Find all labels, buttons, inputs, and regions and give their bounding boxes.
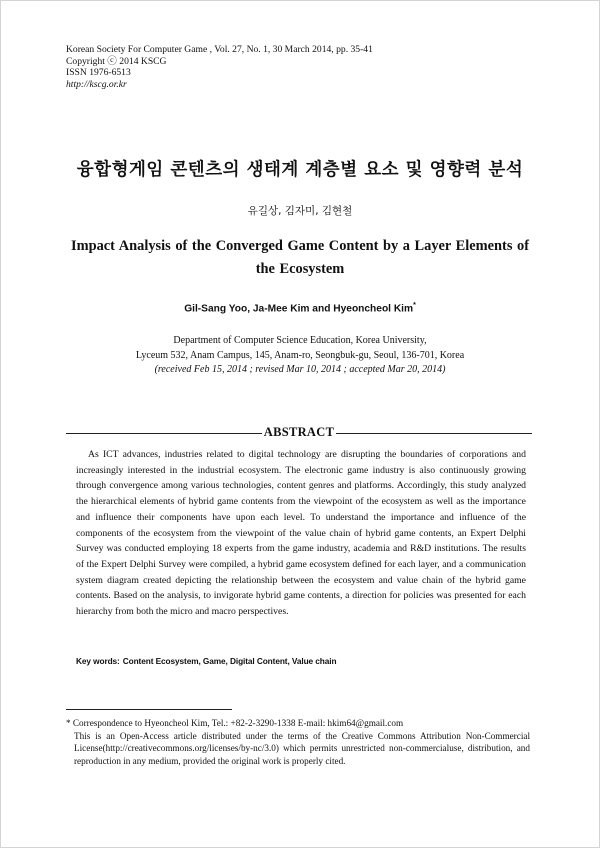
issn-line: ISSN 1976-6513 (66, 67, 131, 79)
abstract-rule-right (336, 433, 532, 434)
journal-citation: Korean Society For Computer Game , Vol. 27, No. 1, 30 March 2014, pp. 35-41 (66, 44, 373, 55)
correspondence-note: * Correspondence to Hyeoncheol Kim, Tel.: +82-2-3290-1338 E-mail: hkim64@gmail.com (66, 718, 404, 728)
keywords-label: Key words: (76, 656, 120, 666)
license-note: This is an Open-Access article distributed under the terms of the Creative Commons Attribution Non-Commercial License(http://creativecommons.org/licenses/by-nc/3.0) which permits unrestricted non-commercialuse, distribution, and reproduction in any medium, provided the original work is properly cited. (74, 730, 530, 766)
affiliation-department: Department of Computer Science Education, Korea University, (173, 335, 427, 346)
english-authors (0, 302, 600, 314)
abstract-text: As ICT advances, industries related to digital technology are disrupting the boundaries of corporations and increasingly interested in the industrial ecosystem. The electronic game industry is also continuously growing through convergence among various technologies, content genres and platforms. Accordingly, this study analyzed the hierarchical elements of hybrid game contents from the viewpoint of the ecosystem as well as the importance and influence their components have upon each level. To understand the importance and influence of the components of the ecosystem from the viewpoint of the value chain of hybrid game contents, an Expert Delphi Survey was conducted employing 18 experts from the game industry, academia and R&D institutions. The results of the Expert Delphi Survey were compiled, a hybrid game ecosystem defined for each layer, and a communication system diagram created depicting the relationship between the ecosystem and value chain of the hybrid game contents. Based on the analysis, to invigorate hybrid game contents, a direction for policies was presented for each hierarchy from both the micro and macro perspectives. (76, 449, 526, 618)
affiliation-block (0, 334, 600, 378)
journal-url-link[interactable]: http://kscg.or.kr (66, 78, 127, 90)
corresponding-author-mark: * (413, 302, 416, 309)
affiliation-address: Lyceum 532, Anam Campus, 145, Anam-ro, Seongbuk-gu, Seoul, 136-701, Korea (135, 349, 465, 361)
footnote (66, 717, 530, 767)
korean-authors: 유길상, 김자미, 김현철 (247, 205, 353, 217)
copyright-line: Copyright ⓒ 2014 KSCG (66, 55, 167, 67)
keywords-value: Content Ecosystem, Game, Digital Content, Value chain (122, 656, 337, 666)
korean-title: 융합형게임 콘텐츠의 생태계 계층별 요소 및 영향력 분석 (76, 160, 524, 180)
journal-header (66, 44, 373, 90)
english-authors-text: Gil-Sang Yoo, Ja-Mee Kim and Hyeoncheol Kim (184, 303, 414, 315)
english-title: Impact Analysis of the Converged Game Content by a Layer Elements of the Ecosystem (70, 238, 529, 277)
keywords-line (76, 656, 526, 666)
footnote-divider (66, 709, 232, 710)
submission-dates: (received Feb 15, 2014 ; revised Mar 10, 2014 ; accepted Mar 20, 2014) (154, 364, 446, 375)
abstract-heading: ABSTRACT (263, 425, 335, 439)
abstract-heading-row (66, 425, 532, 441)
